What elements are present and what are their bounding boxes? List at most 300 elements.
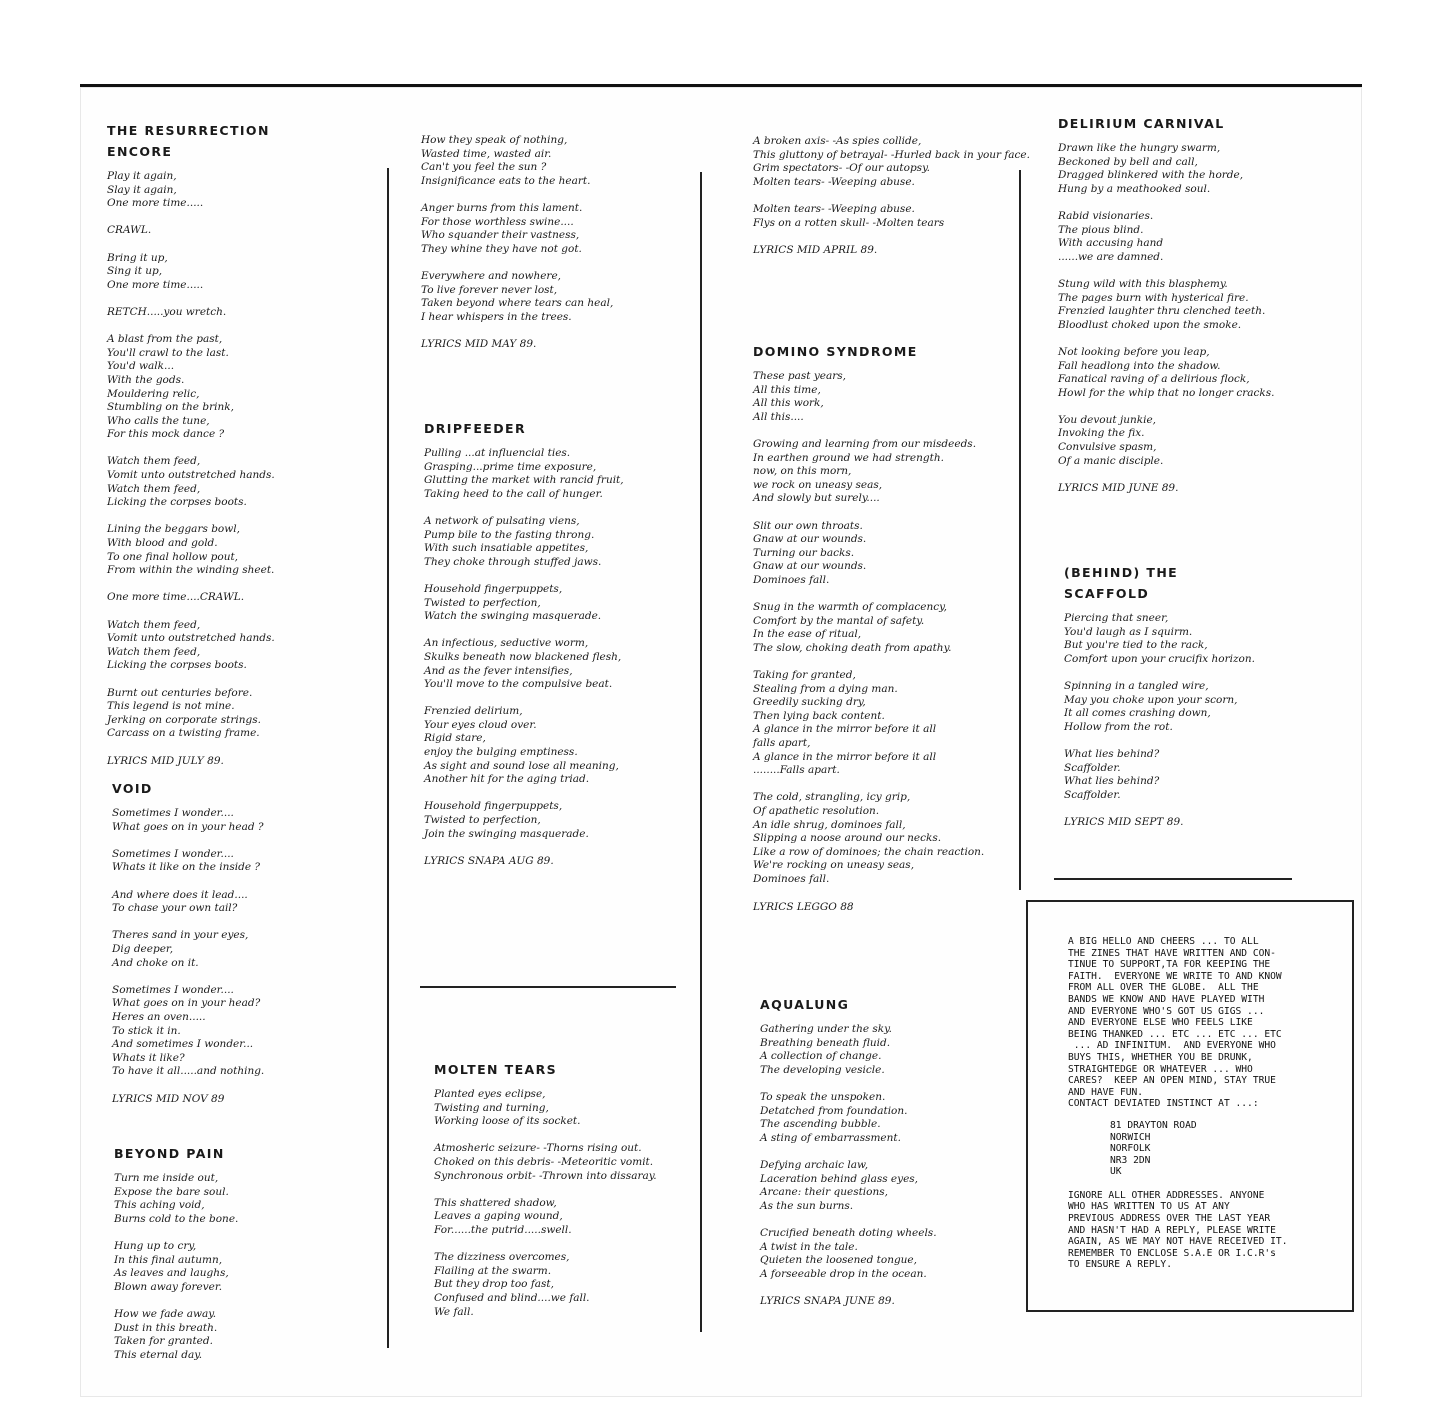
stanza-break: [424, 501, 694, 515]
text-line: A twist in the tale.: [760, 1240, 858, 1253]
text-line: Whats it like on the inside ?: [112, 861, 261, 874]
text-line: Stumbling on the brink,: [107, 401, 234, 414]
stanza-break: [114, 1226, 379, 1240]
stanza-break: [1058, 264, 1348, 278]
text-line: Convulsive spasm,: [1058, 441, 1157, 454]
text-line: But you're tied to the rack,: [1064, 639, 1208, 652]
text-line: Choked on this debris- -Meteoritic vomit.: [434, 1155, 654, 1168]
text-line: IGNORE ALL OTHER ADDRESSES. ANYONE: [1068, 1189, 1265, 1201]
text-line: They whine they have not got.: [421, 242, 582, 255]
text-line: BEING THANKED ... ETC ... ETC ... ETC: [1068, 1028, 1282, 1040]
text-line: Snug in the warmth of complacency,: [753, 601, 947, 614]
stanza-break: [424, 569, 694, 583]
text-line: Bring it up,: [107, 251, 168, 264]
text-line: ......we are damned.: [1058, 250, 1164, 263]
text-line: Dominoes fall.: [753, 872, 830, 885]
lyrics-credit: LYRICS SNAPA JUNE 89.: [760, 1295, 895, 1308]
text-line: Hung by a meathooked soul.: [1058, 182, 1211, 195]
text-line: They choke through stuffed jaws.: [424, 555, 602, 568]
text-line: Hung up to cry,: [114, 1239, 197, 1252]
text-line: To chase your own tail?: [112, 902, 238, 915]
text-line: Howl for the whip that no longer cracks.: [1058, 386, 1275, 399]
text-line: Sing it up,: [107, 265, 163, 278]
text-line: And sometimes I wonder...: [112, 1038, 254, 1051]
text-line: How we fade away.: [114, 1307, 217, 1320]
text-line: Slay it again,: [107, 183, 177, 196]
text-line: What lies behind?: [1064, 747, 1160, 760]
text-line: enjoy the bulging emptiness.: [424, 746, 578, 759]
text-line: RETCH.....you wretch.: [107, 305, 227, 318]
text-line: Watch them feed,: [107, 618, 201, 631]
text-line: Dust in this breath.: [114, 1321, 218, 1334]
song-lyrics: [1058, 142, 1348, 468]
text-line: All this....: [753, 410, 804, 423]
stanza-break: [112, 916, 377, 930]
text-line: A broken axis- -As spies collide,: [753, 135, 922, 147]
text-line: With the gods.: [107, 373, 185, 386]
text-line: 81 DRAYTON ROAD: [1110, 1119, 1197, 1131]
text-line: With blood and gold.: [107, 537, 218, 550]
contact-notice: [1026, 900, 1354, 1312]
text-line: Sometimes I wonder....: [112, 807, 234, 819]
text-line: This gluttony of betrayal- -Hurled back in your face.: [753, 148, 1030, 161]
text-line: These past years,: [753, 370, 846, 382]
text-line: Vomit unto outstretched hands.: [107, 469, 275, 482]
stanza-break: [753, 189, 1015, 203]
song-lyrics: [114, 1172, 379, 1362]
text-line: The pious blind.: [1058, 223, 1144, 236]
title-line: THE RESURRECTION: [107, 123, 270, 138]
text-line: Another hit for the aging triad.: [424, 773, 590, 786]
text-line: Pulling ...at influencial ties.: [424, 447, 571, 459]
text-line: In the ease of ritual,: [753, 628, 862, 641]
text-line: Grim spectators- -Of our autopsy.: [753, 162, 930, 175]
text-line: AND HASN'T HAD A REPLY, PLEASE WRITE: [1068, 1224, 1276, 1236]
text-line: A collection of change.: [760, 1050, 882, 1063]
stanza-break: [753, 506, 1015, 520]
lyrics-credit: LYRICS MID JULY 89.: [107, 754, 224, 767]
text-line: All this work,: [753, 397, 824, 410]
stanza-break: [753, 778, 1015, 792]
text-line: AND EVERYONE WHO'S GOT US GIGS ...: [1068, 1005, 1265, 1017]
text-line: The cold, strangling, icy grip,: [753, 791, 911, 804]
text-line: What goes on in your head?: [112, 997, 261, 1010]
text-line: Then lying back content.: [753, 709, 885, 722]
text-line: To have it all.....and nothing.: [112, 1065, 265, 1078]
text-line: Molten tears- -Weeping abuse.: [753, 175, 915, 188]
text-line: With such insatiable appetites,: [424, 542, 589, 555]
title-line: (BEHIND) THE: [1064, 565, 1179, 580]
text-line: Gnaw at our wounds.: [753, 560, 867, 573]
song-title: MOLTEN TEARS: [434, 1062, 558, 1077]
text-line: And as the fever intensifies,: [424, 664, 573, 677]
song-lyrics: [1064, 612, 1349, 802]
text-line: A network of pulsating viens,: [424, 514, 580, 527]
song-title: DELIRIUM CARNIVAL: [1058, 116, 1225, 131]
text-line: May you choke upon your scorn,: [1064, 693, 1238, 706]
text-line: Sometimes I wonder....: [112, 983, 234, 996]
text-line: In earthen ground we had strength.: [753, 451, 944, 464]
text-line: Mouldering relic,: [107, 387, 200, 400]
text-line: One more time.....: [107, 197, 204, 210]
text-line: AND EVERYONE ELSE WHO FEELS LIKE: [1068, 1017, 1253, 1029]
text-line: You'd laugh as I squirm.: [1064, 625, 1193, 638]
text-line: Household fingerpuppets,: [424, 800, 563, 813]
text-line: We fall.: [434, 1305, 474, 1318]
text-line: ........Falls apart.: [753, 764, 840, 777]
section-divider: [420, 986, 676, 988]
text-line: Beckoned by bell and call,: [1058, 155, 1198, 168]
text-line: Like a row of dominoes; the chain reaction.: [753, 845, 985, 858]
text-line: Drawn like the hungry swarm,: [1058, 142, 1221, 154]
text-line: BANDS WE KNOW AND HAVE PLAYED WITH: [1068, 993, 1265, 1005]
stanza-break: [112, 834, 377, 848]
text-line: FAITH. EVERYONE WE WRITE TO AND KNOW: [1068, 970, 1282, 982]
text-line: Twisted to perfection,: [424, 814, 541, 827]
text-line: The pages burn with hysterical fire.: [1058, 291, 1249, 304]
text-line: With accusing hand: [1058, 237, 1164, 250]
lyrics-credit: LYRICS MID JUNE 89.: [1058, 482, 1179, 495]
stanza-break: [107, 510, 377, 524]
text-line: You devout junkie,: [1058, 413, 1157, 426]
song-void: [112, 778, 377, 1106]
text-line: Play it again,: [107, 170, 177, 182]
stanza-break: [434, 1238, 694, 1252]
text-line: Taking heed to the call of hunger.: [424, 487, 603, 500]
text-line: Household fingerpuppets,: [424, 582, 563, 595]
text-line: NORWICH: [1110, 1131, 1151, 1143]
text-line: This shattered shadow,: [434, 1196, 557, 1209]
text-line: Your eyes cloud over.: [424, 718, 537, 731]
text-line: To one final hollow pout,: [107, 550, 239, 563]
song-lyrics: [424, 447, 694, 841]
text-line: Comfort by the mantal of safety.: [753, 614, 925, 627]
song-continued: [421, 134, 691, 352]
song-aqualung: [760, 994, 1015, 1309]
text-line: CONTACT DEVIATED INSTINCT AT ...:: [1068, 1098, 1259, 1110]
text-line: To speak the unspoken.: [760, 1090, 886, 1103]
stanza-break: [107, 605, 377, 619]
text-line: Not looking before you leap,: [1058, 345, 1210, 358]
text-line: BUYS THIS, WHETHER YOU BE DRUNK,: [1068, 1051, 1253, 1063]
text-line: Watch them feed,: [107, 455, 201, 468]
text-line: One more time....CRAWL.: [107, 591, 245, 604]
song-lyrics: [753, 370, 1015, 887]
text-line: THE ZINES THAT HAVE WRITTEN AND CON-: [1068, 947, 1276, 959]
stanza-break: [107, 673, 377, 687]
stanza-break: [1058, 196, 1348, 210]
text-line: UK: [1110, 1166, 1122, 1178]
text-line: AGAIN, AS WE MAY NOT HAVE RECEIVED IT.: [1068, 1236, 1288, 1248]
stanza-break: [421, 256, 691, 270]
text-line: Rigid stare,: [424, 732, 486, 745]
text-line: Twisted to perfection,: [424, 596, 541, 609]
text-line: Of apathetic resolution.: [753, 805, 880, 817]
text-line: Frenzied laughter thru clenched teeth.: [1058, 305, 1266, 318]
text-line: STRAIGHTEDGE OR WHATEVER ... WHO: [1068, 1063, 1253, 1075]
text-line: Sometimes I wonder....: [112, 847, 234, 860]
text-line: Blown away forever.: [114, 1280, 223, 1293]
stanza-break: [1064, 734, 1349, 748]
text-line: Jerking on corporate strings.: [107, 713, 261, 726]
text-line: Wasted time, wasted air.: [421, 147, 552, 160]
text-line: Bloodlust choked upon the smoke.: [1058, 318, 1242, 331]
text-line: Scaffolder.: [1064, 761, 1121, 774]
stanza-break: [1058, 332, 1348, 346]
text-line: I hear whispers in the trees.: [421, 310, 572, 323]
text-line: Slipping a noose around our necks.: [753, 832, 942, 845]
text-line: Quieten the loosened tongue,: [760, 1254, 917, 1267]
text-line: It all comes crashing down,: [1064, 707, 1211, 720]
text-line: Taking for granted,: [753, 669, 856, 682]
text-line: A forseeable drop in the ocean.: [760, 1267, 927, 1280]
text-line: NORFOLK: [1110, 1143, 1151, 1155]
text-line: Watch them feed,: [107, 645, 201, 658]
text-line: Stealing from a dying man.: [753, 682, 898, 695]
text-line: FROM ALL OVER THE GLOBE. ALL THE: [1068, 982, 1259, 994]
song-title: VOID: [112, 781, 153, 796]
text-line: You'll move to the compulsive beat.: [424, 678, 613, 691]
text-line: As the sun burns.: [760, 1199, 854, 1212]
text-line: Gathering under the sky.: [760, 1023, 893, 1035]
text-line: Taken for granted.: [114, 1335, 213, 1348]
song-delirium-carnival: [1058, 113, 1348, 496]
text-line: For those worthless swine....: [421, 215, 574, 228]
text-line: Flailing at the swarm.: [434, 1264, 552, 1277]
notice-message: [1068, 936, 1344, 1110]
text-line: Confused and blind....we fall.: [434, 1291, 590, 1304]
text-line: The slow, choking death from apathy.: [753, 641, 952, 654]
text-line: Stung wild with this blasphemy.: [1058, 277, 1228, 290]
text-line: Molten tears- -Weeping abuse.: [753, 202, 915, 215]
column-divider: [387, 168, 389, 1348]
text-line: This legend is not mine.: [107, 700, 235, 713]
text-line: To live forever never lost,: [421, 283, 558, 296]
song-domino-syndrome: [753, 341, 1015, 914]
text-line: Burns cold to the bone.: [114, 1212, 239, 1225]
stanza-break: [112, 970, 377, 984]
text-line: Dig deeper,: [112, 942, 174, 955]
text-line: Glutting the market with rancid fruit,: [424, 474, 624, 487]
text-line: A sting of embarrassment.: [760, 1131, 901, 1144]
text-line: Grasping...prime time exposure,: [424, 460, 597, 473]
text-line: Burnt out centuries before.: [107, 686, 253, 699]
song-molten-tears: [434, 1059, 694, 1319]
text-line: You'd walk...: [107, 360, 175, 373]
text-line: Of a manic disciple.: [1058, 454, 1164, 467]
text-line: From within the winding sheet.: [107, 564, 275, 577]
text-line: Can't you feel the sun ?: [421, 161, 547, 174]
text-line: Hollow from the rot.: [1064, 720, 1173, 733]
text-line: As leaves and laughs,: [114, 1267, 229, 1280]
song-title: BEYOND PAIN: [114, 1146, 225, 1161]
text-line: All this time,: [753, 383, 821, 396]
stanza-break: [107, 578, 377, 592]
text-line: But they drop too fast,: [434, 1278, 554, 1291]
text-line: And where does it lead....: [112, 888, 248, 901]
text-line: Vomit unto outstretched hands.: [107, 632, 275, 645]
column-divider: [1019, 170, 1021, 890]
text-line: An infectious, seductive worm,: [424, 637, 589, 650]
text-line: A blast from the past,: [107, 333, 223, 346]
text-line: Atmosheric seizure- -Thorns rising out.: [434, 1142, 642, 1155]
text-line: Fall headlong into the shadow.: [1058, 359, 1221, 372]
text-line: The dizziness overcomes,: [434, 1251, 570, 1264]
stanza-break: [760, 1145, 1015, 1159]
stanza-break: [112, 875, 377, 889]
song-lyrics: [112, 807, 377, 1079]
song-title: DOMINO SYNDROME: [753, 344, 918, 359]
text-line: This aching void,: [114, 1199, 205, 1212]
contact-address: [1068, 1120, 1344, 1178]
text-line: Arcane: their questions,: [760, 1186, 888, 1199]
stanza-break: [424, 787, 694, 801]
section-divider: [1054, 878, 1292, 880]
stanza-break: [107, 238, 377, 252]
song-lyrics: [760, 1023, 1015, 1281]
text-line: Who squander their vastness,: [421, 229, 580, 242]
text-line: Join the swinging masquerade.: [424, 827, 589, 840]
stanza-break: [434, 1129, 694, 1143]
text-line: WHO HAS WRITTEN TO US AT ANY: [1068, 1201, 1230, 1213]
stanza-break: [114, 1294, 379, 1308]
text-line: This eternal day.: [114, 1348, 203, 1361]
text-line: ... AD INFINITUM. AND EVERYONE WHO: [1068, 1040, 1276, 1052]
text-line: Scaffolder.: [1064, 788, 1121, 801]
text-line: Everywhere and nowhere,: [421, 269, 561, 282]
text-line: To stick it in.: [112, 1024, 181, 1037]
text-line: Who calls the tune,: [107, 414, 210, 427]
text-line: CRAWL.: [107, 224, 152, 237]
text-line: We're rocking on uneasy seas,: [753, 859, 915, 872]
song-lyrics: [107, 170, 377, 741]
text-line: How they speak of nothing,: [421, 134, 568, 146]
text-line: A glance in the mirror before it all: [753, 723, 937, 736]
stanza-break: [753, 424, 1015, 438]
text-line: As sight and sound lose all meaning,: [424, 759, 619, 772]
song-resurrection: [107, 120, 377, 769]
stanza-break: [434, 1183, 694, 1197]
text-line: Whats it like?: [112, 1051, 185, 1064]
song-title: [107, 120, 377, 162]
text-line: Licking the corpses boots.: [107, 659, 247, 672]
title-line: ENCORE: [107, 144, 173, 159]
text-line: we rock on uneasy seas,: [753, 478, 883, 491]
text-line: Synchronous orbit- -Thrown into dissaray.: [434, 1169, 657, 1182]
text-line: now, on this morn,: [753, 465, 852, 478]
text-line: TINUE TO SUPPORT,TA FOR KEEPING THE: [1068, 959, 1271, 971]
text-line: Gnaw at our wounds.: [753, 533, 867, 546]
lyrics-credit: LYRICS MID MAY 89.: [421, 338, 537, 351]
stanza-break: [107, 292, 377, 306]
song-lyrics: [753, 135, 1030, 230]
text-line: Turn me inside out,: [114, 1172, 219, 1184]
song-lyrics: [434, 1088, 694, 1319]
lyrics-credit: LYRICS SNAPA AUG 89.: [424, 855, 554, 868]
text-line: For this mock dance ?: [107, 428, 225, 441]
text-line: And choke on it.: [112, 956, 199, 969]
text-line: Growing and learning from our misdeeds.: [753, 437, 977, 450]
text-line: An idle shrug, dominoes fall,: [753, 818, 906, 831]
stanza-break: [760, 1077, 1015, 1091]
text-line: Turning our backs.: [753, 546, 855, 559]
text-line: Heres an oven.....: [112, 1010, 206, 1023]
text-line: Pump bile to the fasting throng.: [424, 528, 595, 541]
text-line: Fanatical raving of a delirious flock,: [1058, 373, 1250, 386]
text-line: Invoking the fix.: [1058, 427, 1145, 440]
text-line: Flys on a rotten skull- -Molten tears: [753, 216, 945, 229]
text-line: Laceration behind glass eyes,: [760, 1172, 919, 1185]
stanza-break: [753, 655, 1015, 669]
text-line: The developing vesicle.: [760, 1063, 885, 1076]
text-line: Dominoes fall.: [753, 573, 830, 586]
text-line: Lining the beggars bowl,: [107, 523, 240, 536]
text-line: Planted eyes eclipse,: [434, 1088, 546, 1100]
text-line: Anger burns from this lament.: [421, 201, 583, 214]
stanza-break: [753, 588, 1015, 602]
lyrics-credit: LYRICS MID APRIL 89.: [753, 244, 878, 257]
text-line: AND HAVE FUN.: [1068, 1086, 1144, 1098]
text-line: In this final autumn,: [114, 1253, 223, 1266]
text-line: A BIG HELLO AND CHEERS ... TO ALL: [1068, 936, 1259, 947]
text-line: CARES? KEEP AN OPEN MIND, STAY TRUE: [1068, 1075, 1276, 1087]
stanza-break: [107, 320, 377, 334]
text-line: Breathing beneath fluid.: [760, 1036, 891, 1049]
text-line: Greedily sucking dry,: [753, 696, 866, 709]
text-line: Crucified beneath doting wheels.: [760, 1226, 937, 1239]
title-line: SCAFFOLD: [1064, 586, 1150, 601]
stanza-break: [760, 1213, 1015, 1227]
text-line: Twisting and turning,: [434, 1101, 549, 1114]
text-line: The ascending bubble.: [760, 1118, 881, 1131]
text-line: Frenzied delirium,: [424, 705, 523, 718]
text-line: What lies behind?: [1064, 775, 1160, 788]
song-behind-the-scaffold: [1064, 562, 1349, 830]
text-line: Carcass on a twisting frame.: [107, 727, 260, 740]
text-line: Working loose of its socket.: [434, 1115, 581, 1128]
text-line: Defying archaic law,: [760, 1158, 869, 1171]
song-beyond-pain: [114, 1143, 379, 1362]
song-lyrics: [421, 134, 691, 324]
text-line: Watch them feed,: [107, 482, 201, 495]
text-line: Slit our own throats.: [753, 519, 863, 532]
text-line: Dragged blinkered with the horde,: [1058, 169, 1244, 182]
text-line: A glance in the mirror before it all: [753, 750, 937, 763]
text-line: Theres sand in your eyes,: [112, 929, 249, 942]
column-divider: [700, 172, 702, 1332]
text-line: Piercing that sneer,: [1064, 612, 1169, 624]
text-line: Leaves a gaping wound,: [434, 1210, 563, 1223]
text-line: TO ENSURE A REPLY.: [1068, 1259, 1172, 1271]
lyrics-credit: LYRICS MID SEPT 89.: [1064, 816, 1184, 829]
text-line: One more time.....: [107, 278, 204, 291]
text-line: REMEMBER TO ENCLOSE S.A.E OR I.C.R's: [1068, 1247, 1276, 1259]
stanza-break: [421, 188, 691, 202]
text-line: falls apart,: [753, 737, 811, 750]
text-line: NR3 2DN: [1110, 1154, 1151, 1166]
text-line: Watch the swinging masquerade.: [424, 610, 602, 623]
song-dripfeeder: [424, 418, 694, 869]
stanza-break: [107, 442, 377, 456]
stanza-break: [107, 211, 377, 225]
lyrics-credit: LYRICS MID NOV 89: [112, 1092, 225, 1105]
text-line: Rabid visionaries.: [1058, 209, 1154, 222]
text-line: Comfort upon your crucifix horizon.: [1064, 652, 1255, 665]
text-line: You'll crawl to the last.: [107, 346, 229, 359]
stanza-break: [424, 692, 694, 706]
text-line: Skulks beneath now blackened flesh,: [424, 650, 622, 663]
stanza-break: [424, 624, 694, 638]
